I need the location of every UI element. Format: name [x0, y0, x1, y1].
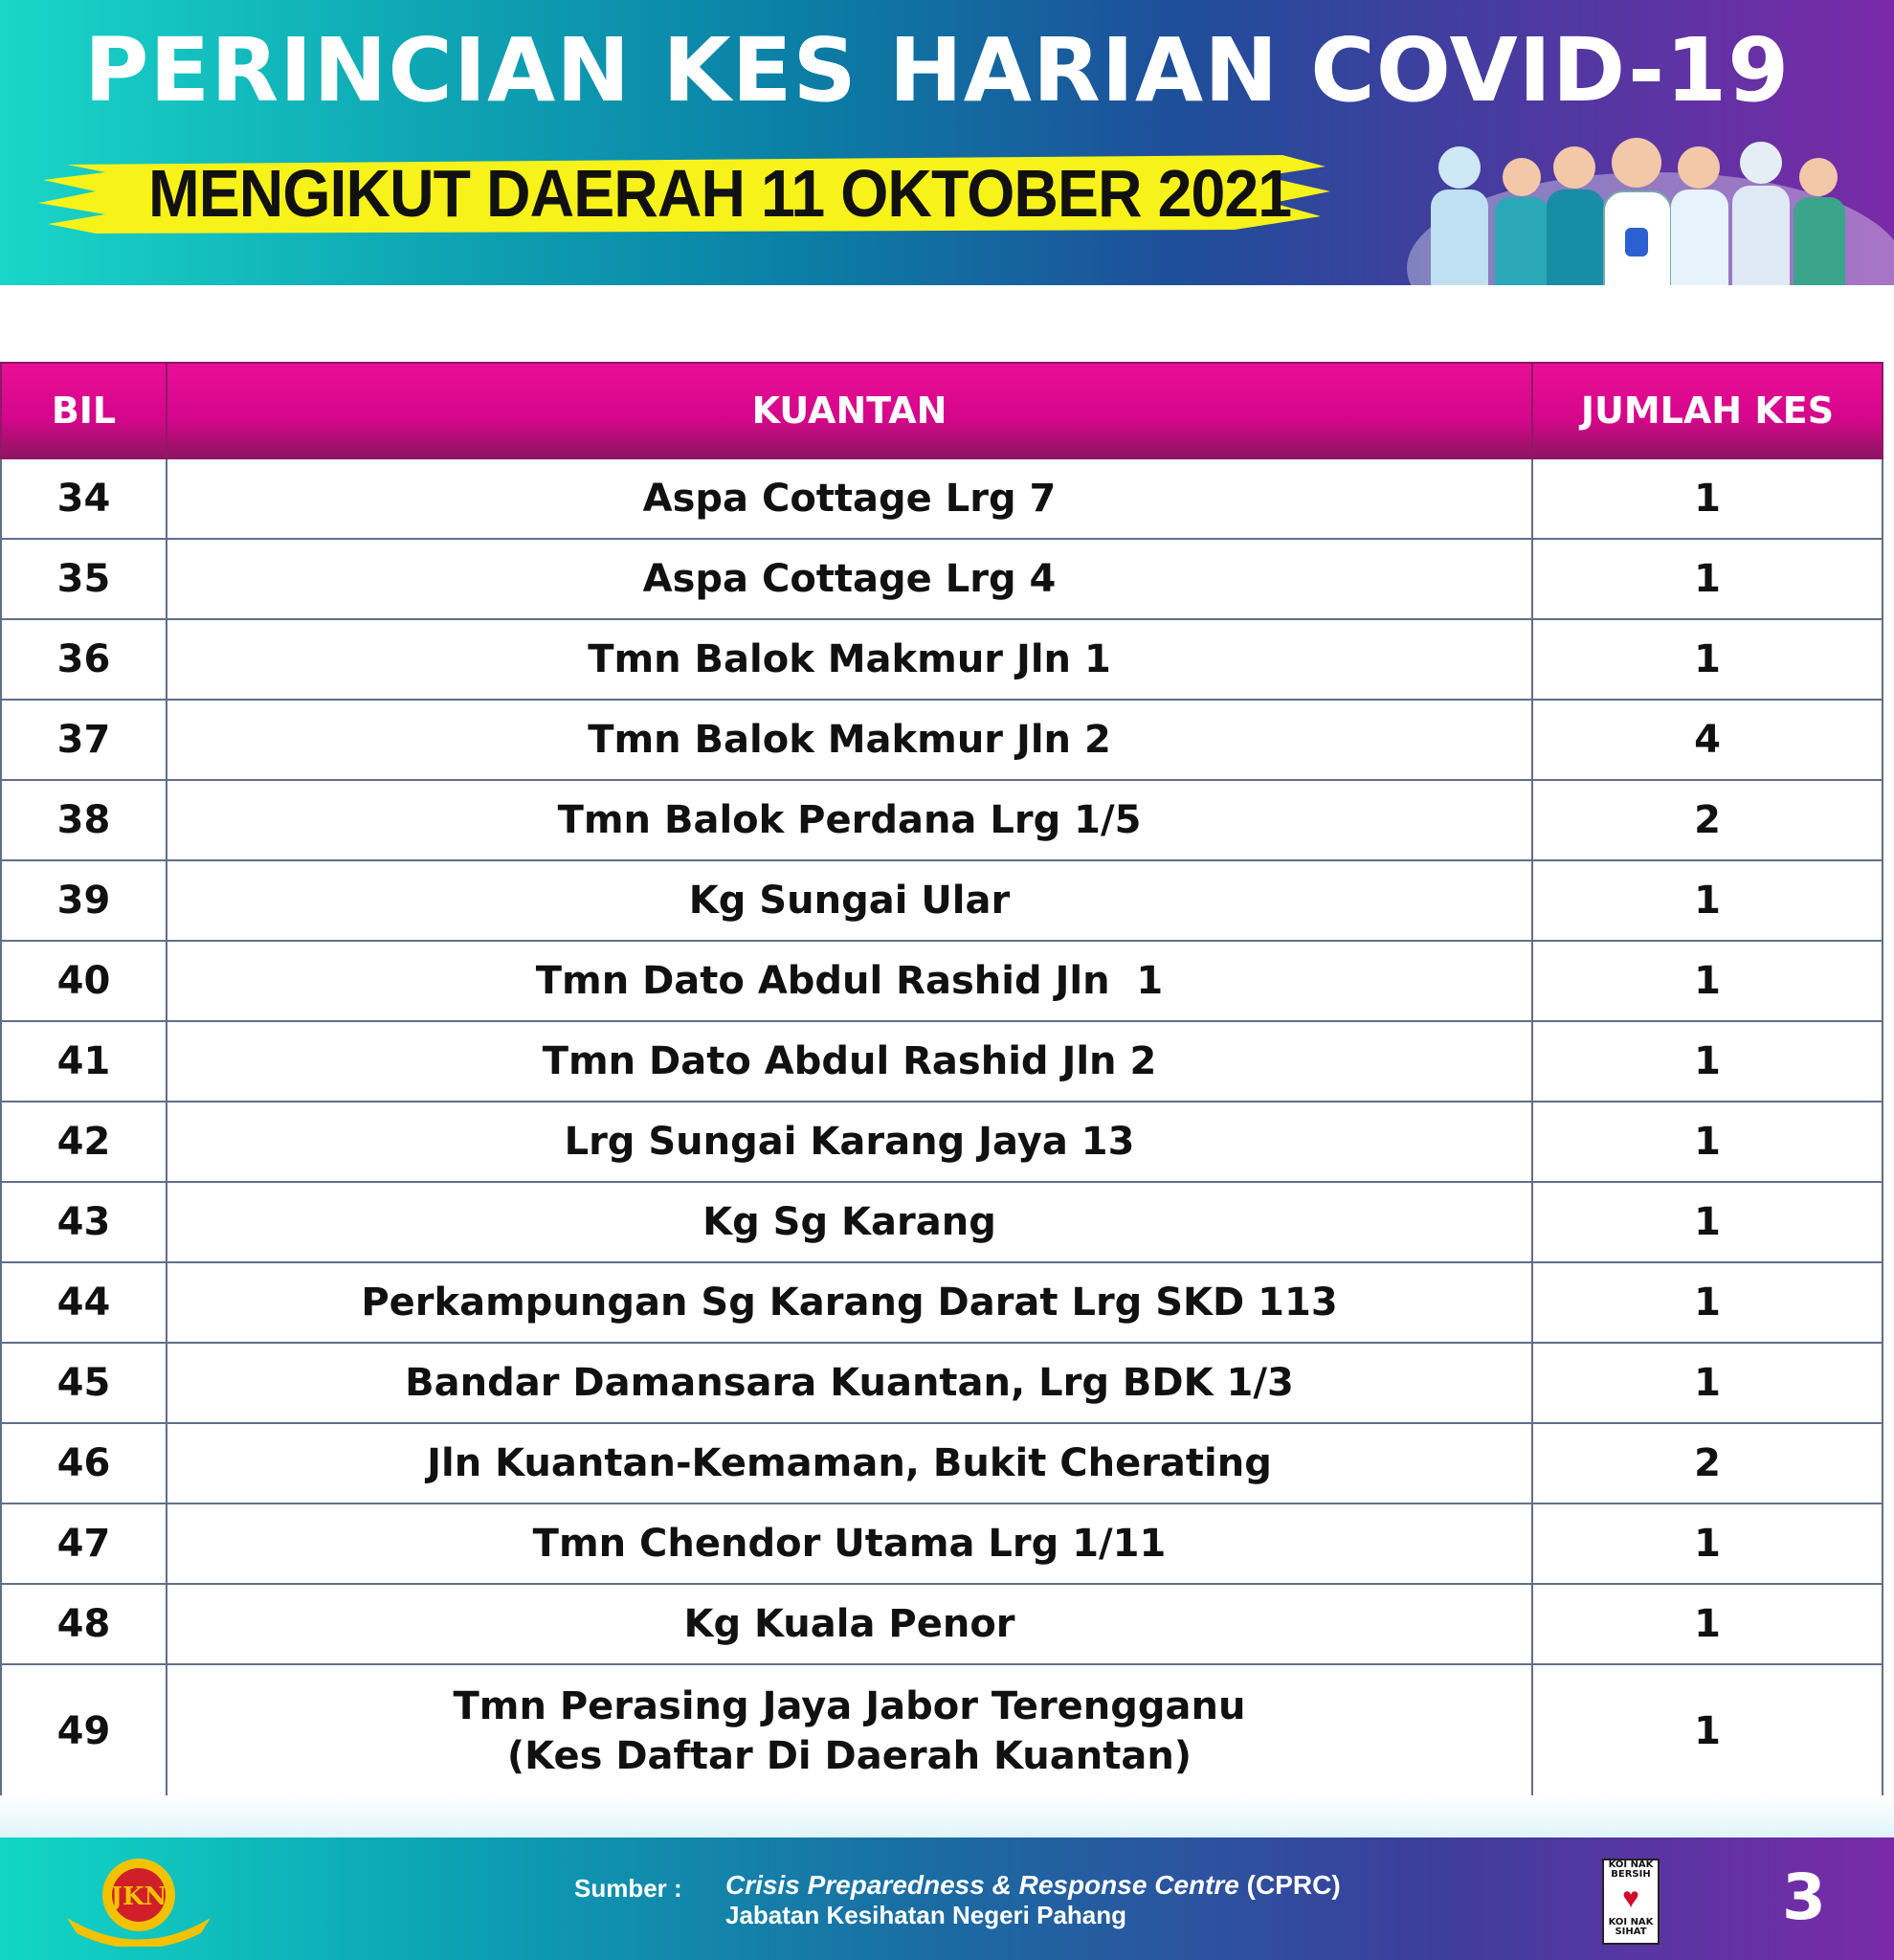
column-header-jumlah-kes: JUMLAH KES: [1532, 363, 1883, 458]
source-organization-abbr: (CPRC): [1246, 1870, 1341, 1900]
cell-bil: 37: [1, 700, 167, 780]
cell-bil: 40: [1, 941, 167, 1021]
table-row: [1, 700, 1883, 780]
case-table: [0, 362, 1883, 1799]
cell-kes: 1: [1532, 941, 1883, 1021]
cell-lokasi-line2: (Kes Daftar Di Daerah Kuantan): [506, 1734, 1192, 1778]
cell-lokasi: Aspa Cottage Lrg 4: [167, 539, 1532, 619]
table-row: [1, 1664, 1883, 1798]
source-organization-name: Crisis Preparedness & Response Centre: [725, 1870, 1239, 1900]
cell-lokasi: Kg Sg Karang: [167, 1182, 1532, 1262]
cell-kes: 1: [1532, 458, 1883, 539]
header-spacer: [0, 285, 1894, 362]
table-row: [1, 1343, 1883, 1423]
cell-lokasi: Tmn Dato Abdul Rashid Jln 2: [167, 1021, 1532, 1102]
cell-lokasi: Kg Sungai Ular: [167, 860, 1532, 941]
cell-lokasi: Perkampungan Sg Karang Darat Lrg SKD 113: [167, 1262, 1532, 1343]
cell-lokasi: Tmn Dato Abdul Rashid Jln 1: [167, 941, 1532, 1021]
footer-bar: [0, 1838, 1894, 1960]
cell-bil: 47: [1, 1503, 167, 1584]
cell-bil: 39: [1, 860, 167, 941]
cell-lokasi: Tmn Balok Makmur Jln 1: [167, 619, 1532, 700]
cell-lokasi: Tmn Balok Makmur Jln 2: [167, 700, 1532, 780]
cell-bil: 42: [1, 1102, 167, 1182]
cell-lokasi: Kg Kuala Penor: [167, 1584, 1532, 1664]
cell-bil: 35: [1, 539, 167, 619]
header-banner: [0, 0, 1894, 285]
cell-lokasi-line1: Tmn Perasing Jaya Jabor Terengganu: [453, 1684, 1246, 1728]
cell-bil: 41: [1, 1021, 167, 1102]
cell-lokasi: Aspa Cottage Lrg 7: [167, 458, 1532, 539]
column-header-bil: BIL: [1, 363, 167, 458]
koi-badge-top-text: KOI NAK BERSIH: [1608, 1860, 1654, 1880]
source-label: Sumber :: [574, 1874, 682, 1903]
cell-lokasi: Jln Kuantan-Kemaman, Bukit Cherating: [167, 1423, 1532, 1503]
table-row: [1, 1423, 1883, 1503]
table-row: [1, 941, 1883, 1021]
cell-kes: 1: [1532, 1584, 1883, 1664]
page-subtitle: MENGIKUT DAERAH 11 OKTOBER 2021: [148, 156, 1292, 231]
cell-bil: 49: [1, 1664, 167, 1798]
cell-kes: 1: [1532, 1343, 1883, 1423]
table-row: [1, 458, 1883, 539]
koi-nak-sihat-badge: [1602, 1859, 1660, 1945]
cell-kes: 1: [1532, 1262, 1883, 1343]
footer-separator: [0, 1795, 1894, 1838]
cell-kes: 1: [1532, 539, 1883, 619]
cell-lokasi: Lrg Sungai Karang Jaya 13: [167, 1102, 1532, 1182]
koi-badge-bottom-text: KOI NAK SIHAT: [1608, 1917, 1654, 1937]
cell-bil: 45: [1, 1343, 167, 1423]
cell-bil: 44: [1, 1262, 167, 1343]
cell-kes: 1: [1532, 1102, 1883, 1182]
case-table-container: [0, 362, 1882, 1799]
cell-kes: 4: [1532, 700, 1883, 780]
cell-kes: 2: [1532, 1423, 1883, 1503]
table-row: [1, 1584, 1883, 1664]
column-header-kuantan: KUANTAN: [167, 363, 1532, 458]
source-organization: [725, 1870, 1341, 1901]
cell-bil: 34: [1, 458, 167, 539]
cell-bil: 43: [1, 1182, 167, 1262]
cell-bil: 48: [1, 1584, 167, 1664]
cell-bil: 36: [1, 619, 167, 700]
heart-icon: ♥: [1622, 1882, 1639, 1914]
cell-kes: 1: [1532, 1021, 1883, 1102]
jkn-logo: [57, 1851, 220, 1947]
table-row: [1, 1021, 1883, 1102]
table-row: [1, 1503, 1883, 1584]
cell-lokasi: Tmn Chendor Utama Lrg 1/11: [167, 1503, 1532, 1584]
page-title: PERINCIAN KES HARIAN COVID-19: [84, 19, 1791, 122]
table-row: [1, 1262, 1883, 1343]
source-department: Jabatan Kesihatan Negeri Pahang: [725, 1901, 1127, 1929]
cell-kes: 1: [1532, 1503, 1883, 1584]
table-row: [1, 539, 1883, 619]
cell-lokasi: Tmn Balok Perdana Lrg 1/5: [167, 780, 1532, 860]
cell-bil: 46: [1, 1423, 167, 1503]
cell-kes: 1: [1532, 860, 1883, 941]
cell-lokasi: [167, 1664, 1532, 1798]
table-row: [1, 860, 1883, 941]
table-row: [1, 780, 1883, 860]
cell-lokasi: Bandar Damansara Kuantan, Lrg BDK 1/3: [167, 1343, 1532, 1423]
table-header-row: [1, 363, 1883, 458]
table-row: [1, 619, 1883, 700]
cell-kes: 2: [1532, 780, 1883, 860]
cell-kes: 1: [1532, 1664, 1883, 1798]
table-row: [1, 1102, 1883, 1182]
cell-bil: 38: [1, 780, 167, 860]
page-number: 3: [1782, 1860, 1826, 1934]
jkn-logo-text: JKN: [110, 1882, 167, 1911]
cell-kes: 1: [1532, 1182, 1883, 1262]
cell-kes: 1: [1532, 619, 1883, 700]
medical-staff-illustration: [1369, 124, 1894, 285]
table-row: [1, 1182, 1883, 1262]
